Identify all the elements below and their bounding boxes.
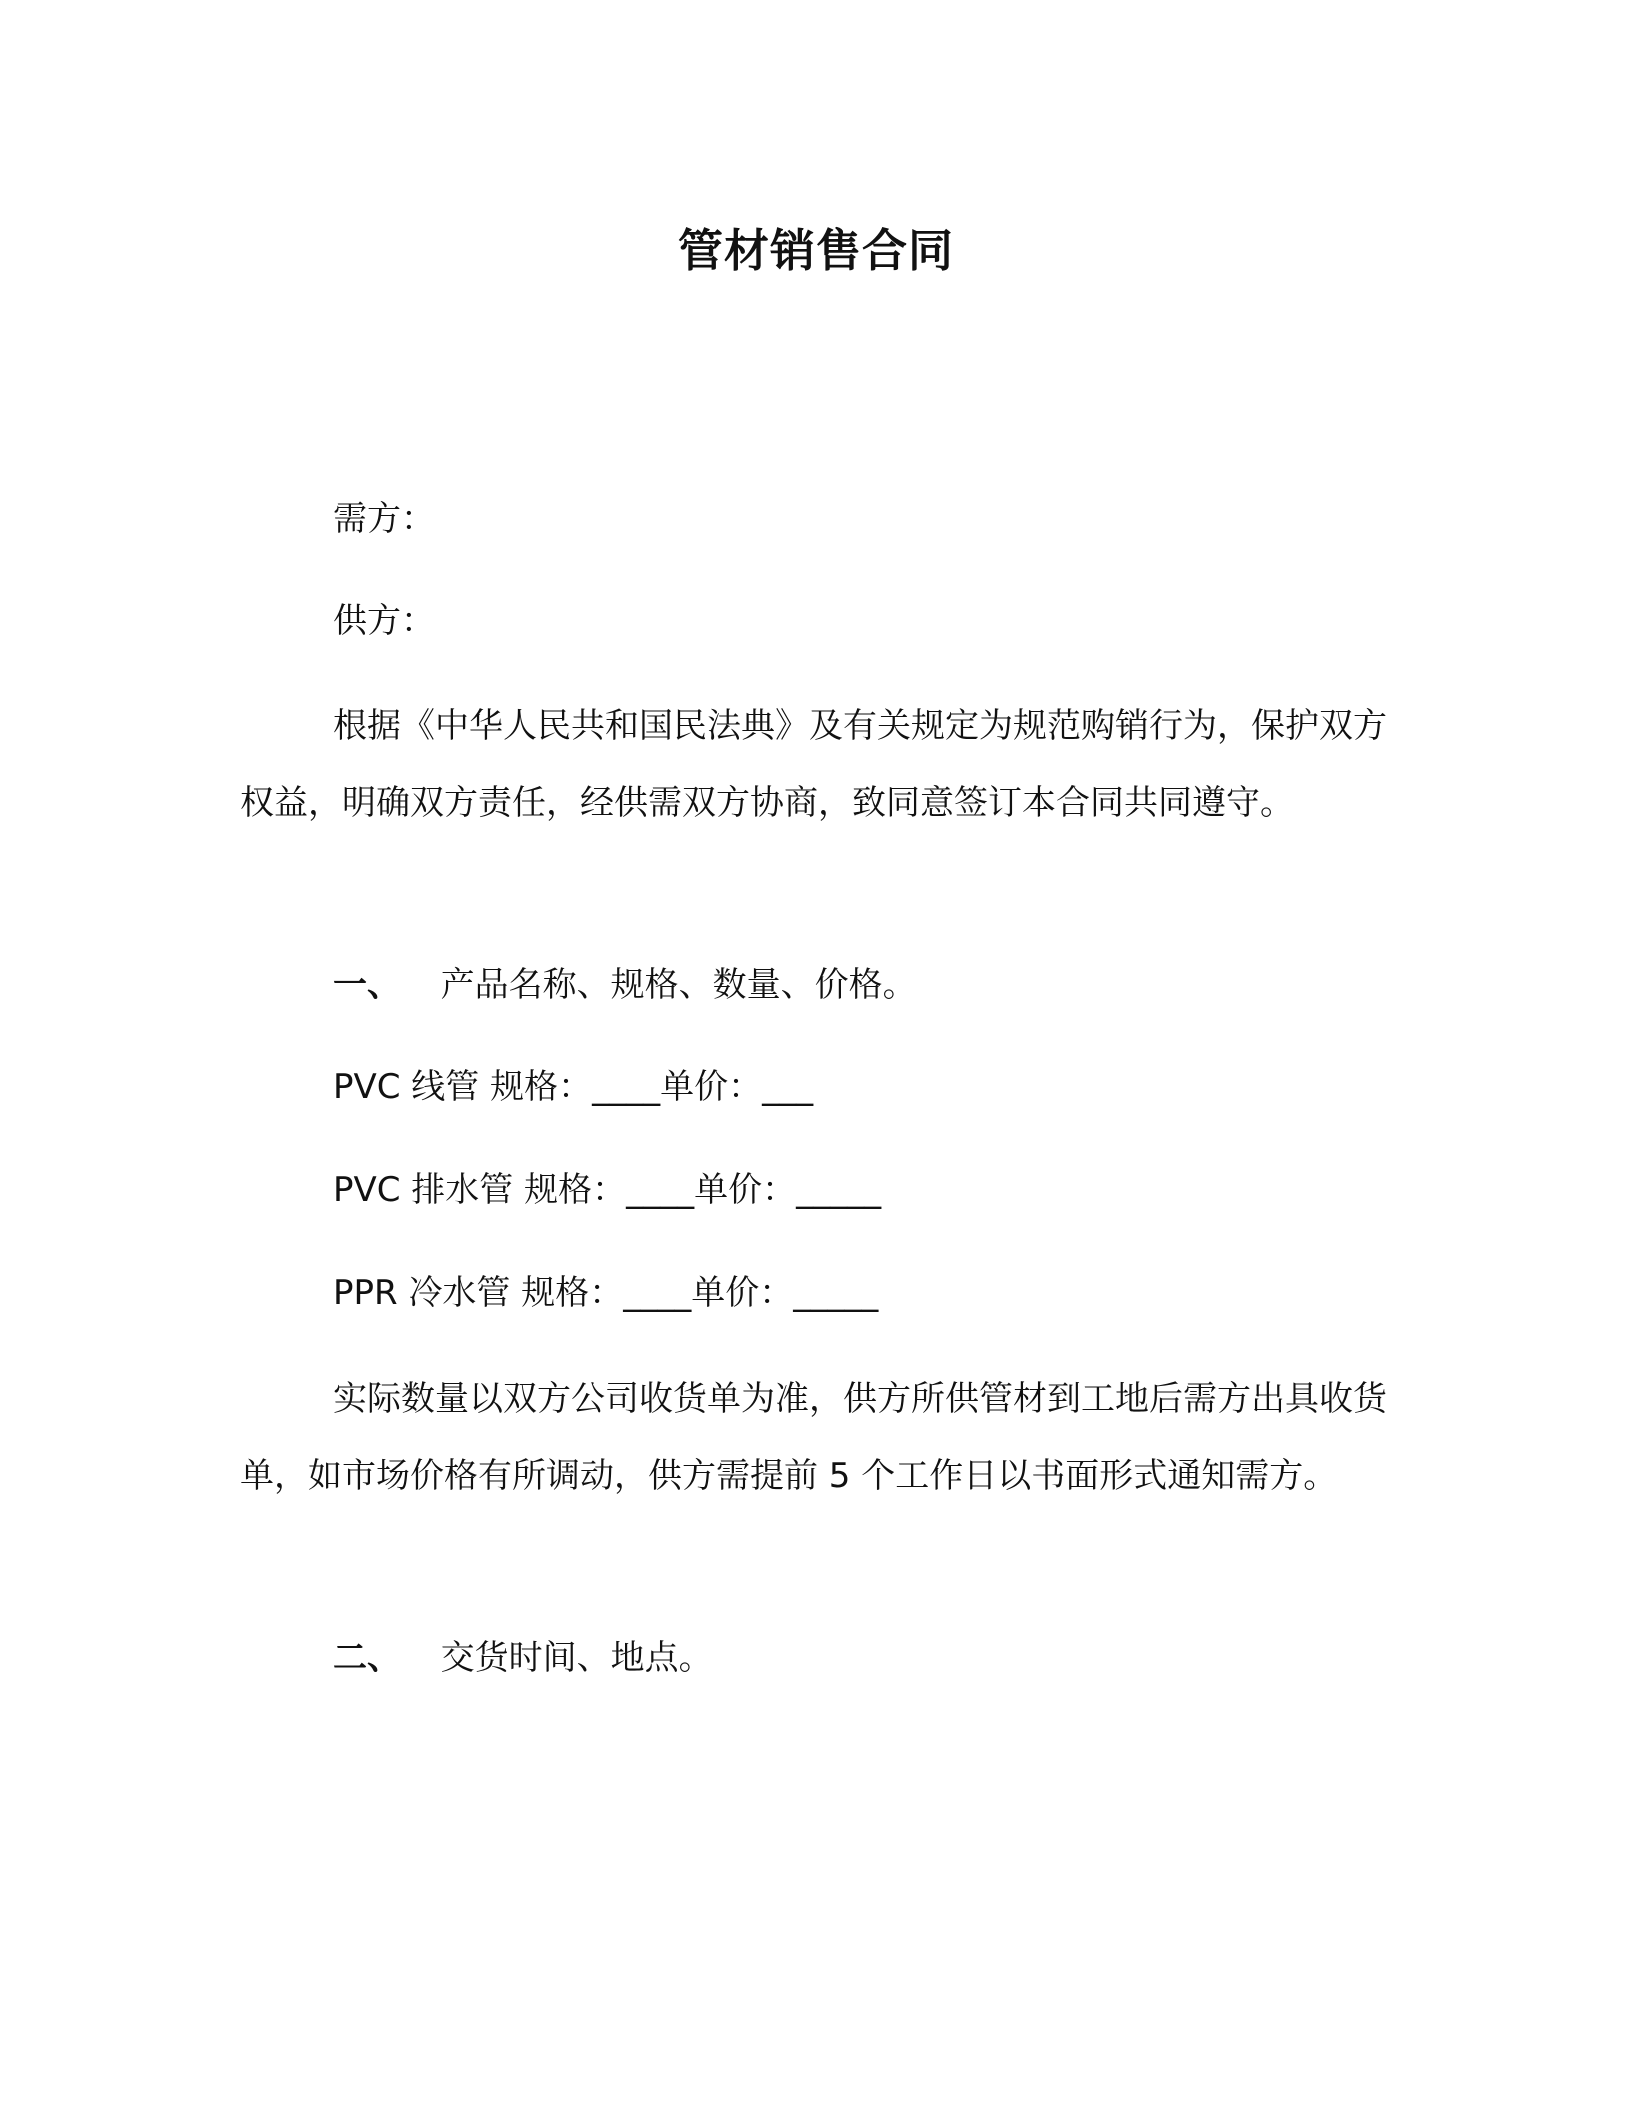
section-2-heading xyxy=(333,1638,713,1678)
section-1-title: 产品名称、规格、数量、价格。 xyxy=(440,965,917,1005)
quantity-clause-paragraph: 实际数量以双方公司收货单为准，供方所供管材到工地后需方出具收货单，如市场价格有所调动，供方需提前 5 个工作日以书面形式通知需方。 xyxy=(240,1379,1387,1496)
product-line-pvc-drain: PVC 排水管 规格：____单价：_____ xyxy=(333,1170,882,1210)
section-1-number: 一、 xyxy=(333,965,401,1005)
section-2-title: 交货时间、地点。 xyxy=(440,1638,713,1678)
section-1-heading xyxy=(333,965,917,1005)
section-2-number: 二、 xyxy=(333,1638,401,1678)
document-title: 管材销售合同 xyxy=(677,224,954,277)
buyer-label: 需方： xyxy=(333,499,435,539)
preamble-paragraph: 根据《中华人民共和国民法典》及有关规定为规范购销行为，保护双方权益，明确双方责任，经供需双方协商，致同意签订本合同共同遵守。 xyxy=(240,706,1387,823)
product-line-ppr-cold: PPR 冷水管 规格：____单价：_____ xyxy=(333,1273,879,1313)
product-line-pvc-conduit: PVC 线管 规格：____单价：___ xyxy=(333,1067,814,1107)
seller-label: 供方： xyxy=(333,601,435,641)
